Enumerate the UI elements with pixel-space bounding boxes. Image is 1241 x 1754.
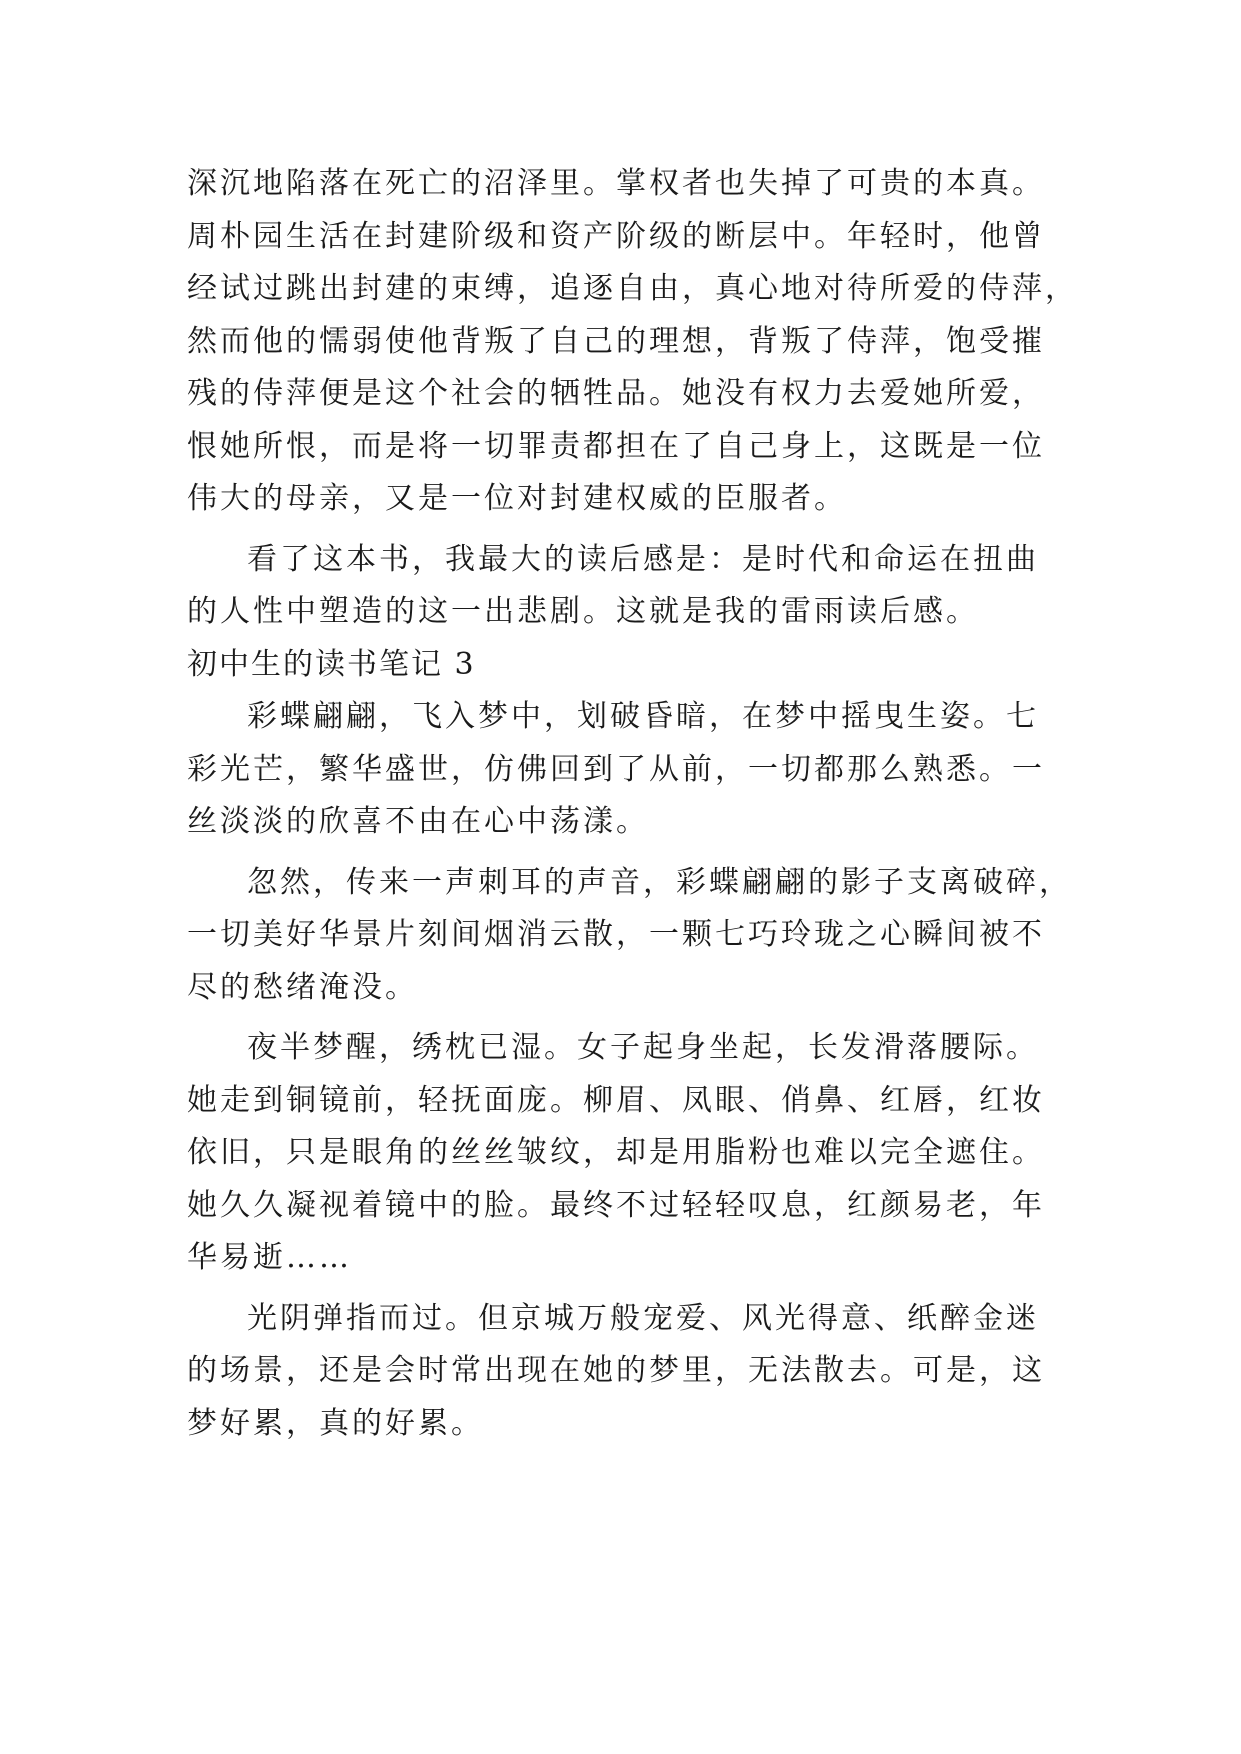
text-line: 然而他的懦弱使他背叛了自己的理想，背叛了侍萍，饱受摧 bbox=[187, 323, 1045, 359]
text-line: 的场景，还是会时常出现在她的梦里，无法散去。可是，这 bbox=[187, 1353, 1045, 1388]
text-line: 周朴园生活在封建阶级和资产阶级的断层中。年轻时，他曾 bbox=[187, 218, 1045, 254]
text-line: 彩蝶翩翩，飞入梦中，划破昏暗，在梦中摇曳生姿。七 bbox=[247, 699, 1039, 734]
text-line: 伟大的母亲，又是一位对封建权威的臣服者。 bbox=[187, 481, 847, 516]
text-line: 彩光芒，繁华盛世，仿佛回到了从前，一切都那么熟悉。一 bbox=[187, 751, 1045, 787]
text-line: 丝淡淡的欣喜不由在心中荡漾。 bbox=[187, 804, 649, 839]
text-line: 尽的愁绪淹没。 bbox=[187, 969, 418, 1005]
text-line: 她走到铜镜前，轻抚面庞。柳眉、凤眼、俏鼻、红唇，红妆 bbox=[187, 1082, 1045, 1118]
paragraph-2 bbox=[187, 534, 1067, 639]
paragraph-5 bbox=[187, 1022, 1067, 1285]
text-line: 夜半梦醒，绣枕已湿。女子起身坐起，长发滑落腰际。 bbox=[247, 1030, 1039, 1065]
text-line: 一切美好华景片刻间烟消云散，一颗七巧玲珑之心瞬间被不 bbox=[187, 917, 1045, 952]
text-line: 梦好累，真的好累。 bbox=[187, 1405, 484, 1441]
text-line: 经试过跳出封建的束缚，追逐自由，真心地对待所爱的侍萍， bbox=[187, 271, 1078, 306]
paragraph-3 bbox=[187, 691, 1067, 849]
paragraph-4 bbox=[187, 857, 1072, 1015]
text-line: 的人性中塑造的这一出悲剧。这就是我的雷雨读后感。 bbox=[187, 594, 979, 629]
text-line: 看了这本书，我最大的读后感是：是时代和命运在扭曲 bbox=[247, 541, 1039, 577]
text-line: 忽然，传来一声刺耳的声音，彩蝶翩翩的影子支离破碎， bbox=[247, 864, 1072, 900]
document-body bbox=[187, 158, 1078, 1450]
section-heading: 初中生的读书笔记 3 bbox=[187, 646, 476, 682]
text-line: 华易逝…… bbox=[187, 1240, 352, 1275]
text-line: 依旧，只是眼角的丝丝皱纹，却是用脂粉也难以完全遮住。 bbox=[187, 1135, 1045, 1170]
text-line: 恨她所恨，而是将一切罪责都担在了自己身上，这既是一位 bbox=[187, 428, 1045, 464]
text-line: 她久久凝视着镜中的脸。最终不过轻轻叹息，红颜易老，年 bbox=[187, 1187, 1045, 1223]
text-line: 残的侍萍便是这个社会的牺牲品。她没有权力去爱她所爱， bbox=[187, 376, 1045, 411]
paragraph-6 bbox=[187, 1293, 1067, 1451]
text-line: 深沉地陷落在死亡的沼泽里。掌权者也失掉了可贵的本真。 bbox=[187, 166, 1045, 201]
text-line: 光阴弹指而过。但京城万般宠爱、风光得意、纸醉金迷 bbox=[247, 1300, 1039, 1336]
paragraph-1 bbox=[187, 158, 1078, 526]
